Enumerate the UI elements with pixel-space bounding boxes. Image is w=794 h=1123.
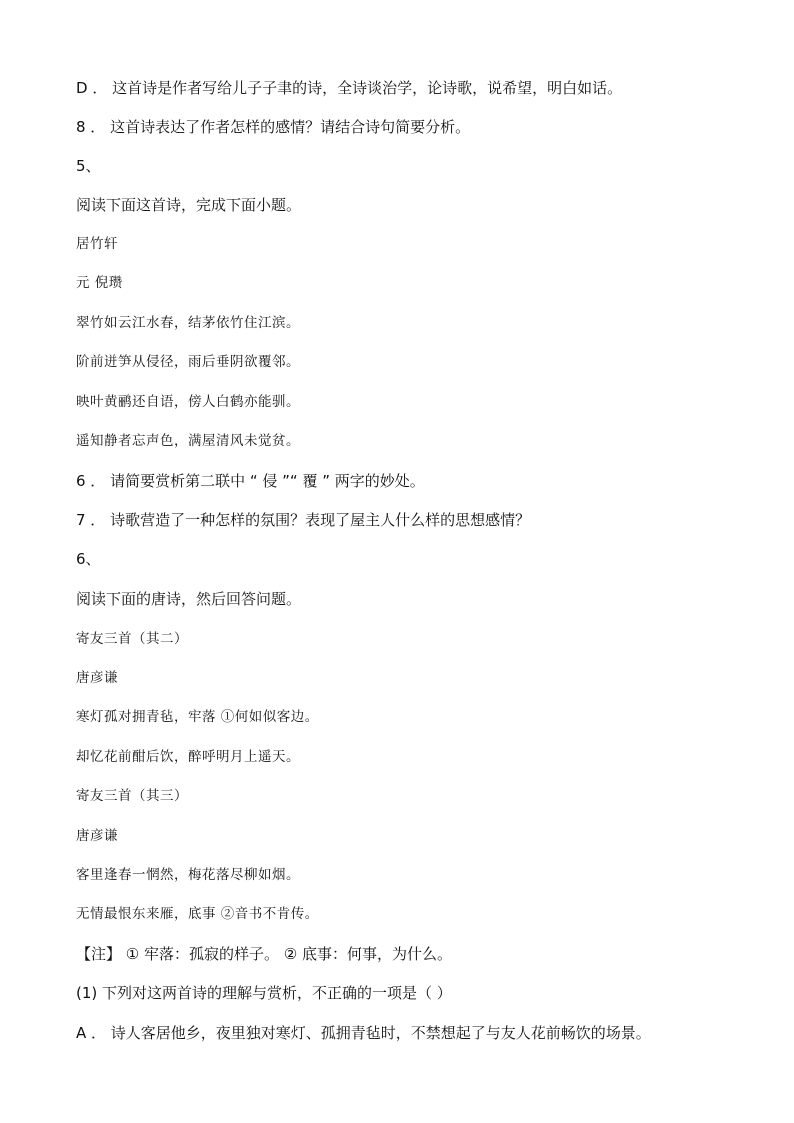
- poem-jiyou3-line-1: 客里逢春一惘然，梅花落尽柳如烟。: [76, 867, 300, 883]
- option-a-line: A ． 诗人客居他乡，夜里独对寒灯、孤拥青毡时，不禁想起了与友人花前畅饮的场景。: [76, 1024, 651, 1042]
- poem-author-tangyanqian-1: 唐彦谦: [76, 670, 118, 686]
- question-7: 7 ． 诗歌营造了一种怎样的氛围？表现了屋主人什么样的思想感情？: [76, 511, 531, 529]
- instruction-6: 阅读下面的唐诗，然后回答问题。: [76, 590, 302, 608]
- question-6: 6 ． 请简要赏析第二联中 “ 侵 ”“ 覆 ” 两字的妙处。: [76, 472, 425, 490]
- poem-title-juzhuxuan: 居竹轩: [76, 236, 118, 252]
- poem-line-4: 遥知静者忘声色，满屋清风未觉贫。: [76, 433, 300, 449]
- poem-title-jiyou-3: 寄友三首（其三）: [76, 788, 188, 804]
- poem-line-1: 翠竹如云江水春，结茅依竹住江滨。: [76, 315, 300, 331]
- annotation-note: 【注】 ① 牢落：孤寂的样子。 ② 底事：何事，为什么。: [76, 945, 452, 963]
- question-1-stem: (1) 下列对这两首诗的理解与赏析，不正确的一项是（ ）: [76, 984, 452, 1002]
- poem-line-2: 阶前迸笋从侵径，雨后垂阴欲覆邻。: [76, 354, 300, 370]
- instruction-5: 阅读下面这首诗，完成下面小题。: [76, 196, 302, 214]
- question-8: 8 ． 这首诗表达了作者怎样的感情？请结合诗句简要分析。: [76, 118, 471, 136]
- option-d-line: D ． 这首诗是作者写给儿子子聿的诗，全诗谈治学，论诗歌，说希望，明白如话。: [76, 79, 623, 97]
- poem-title-jiyou-2: 寄友三首（其二）: [76, 631, 188, 647]
- section-number-5: 5、: [76, 157, 101, 175]
- section-number-6: 6、: [76, 550, 101, 568]
- poem-jiyou2-line-2: 却忆花前酣后饮，醉呼明月上遥天。: [76, 749, 300, 765]
- poem-line-3: 映叶黄鹂还自语，傍人白鹤亦能驯。: [76, 394, 300, 410]
- poem-jiyou3-line-2: 无情最恨东来雁，底事 ②音书不肯传。: [76, 906, 319, 922]
- poem-author-tangyanqian-2: 唐彦谦: [76, 828, 118, 844]
- poem-jiyou2-line-1: 寒灯孤对拥青毡，牢落 ①何如似客边。: [76, 709, 319, 725]
- poem-author-nizan: 元 倪瓒: [76, 275, 123, 291]
